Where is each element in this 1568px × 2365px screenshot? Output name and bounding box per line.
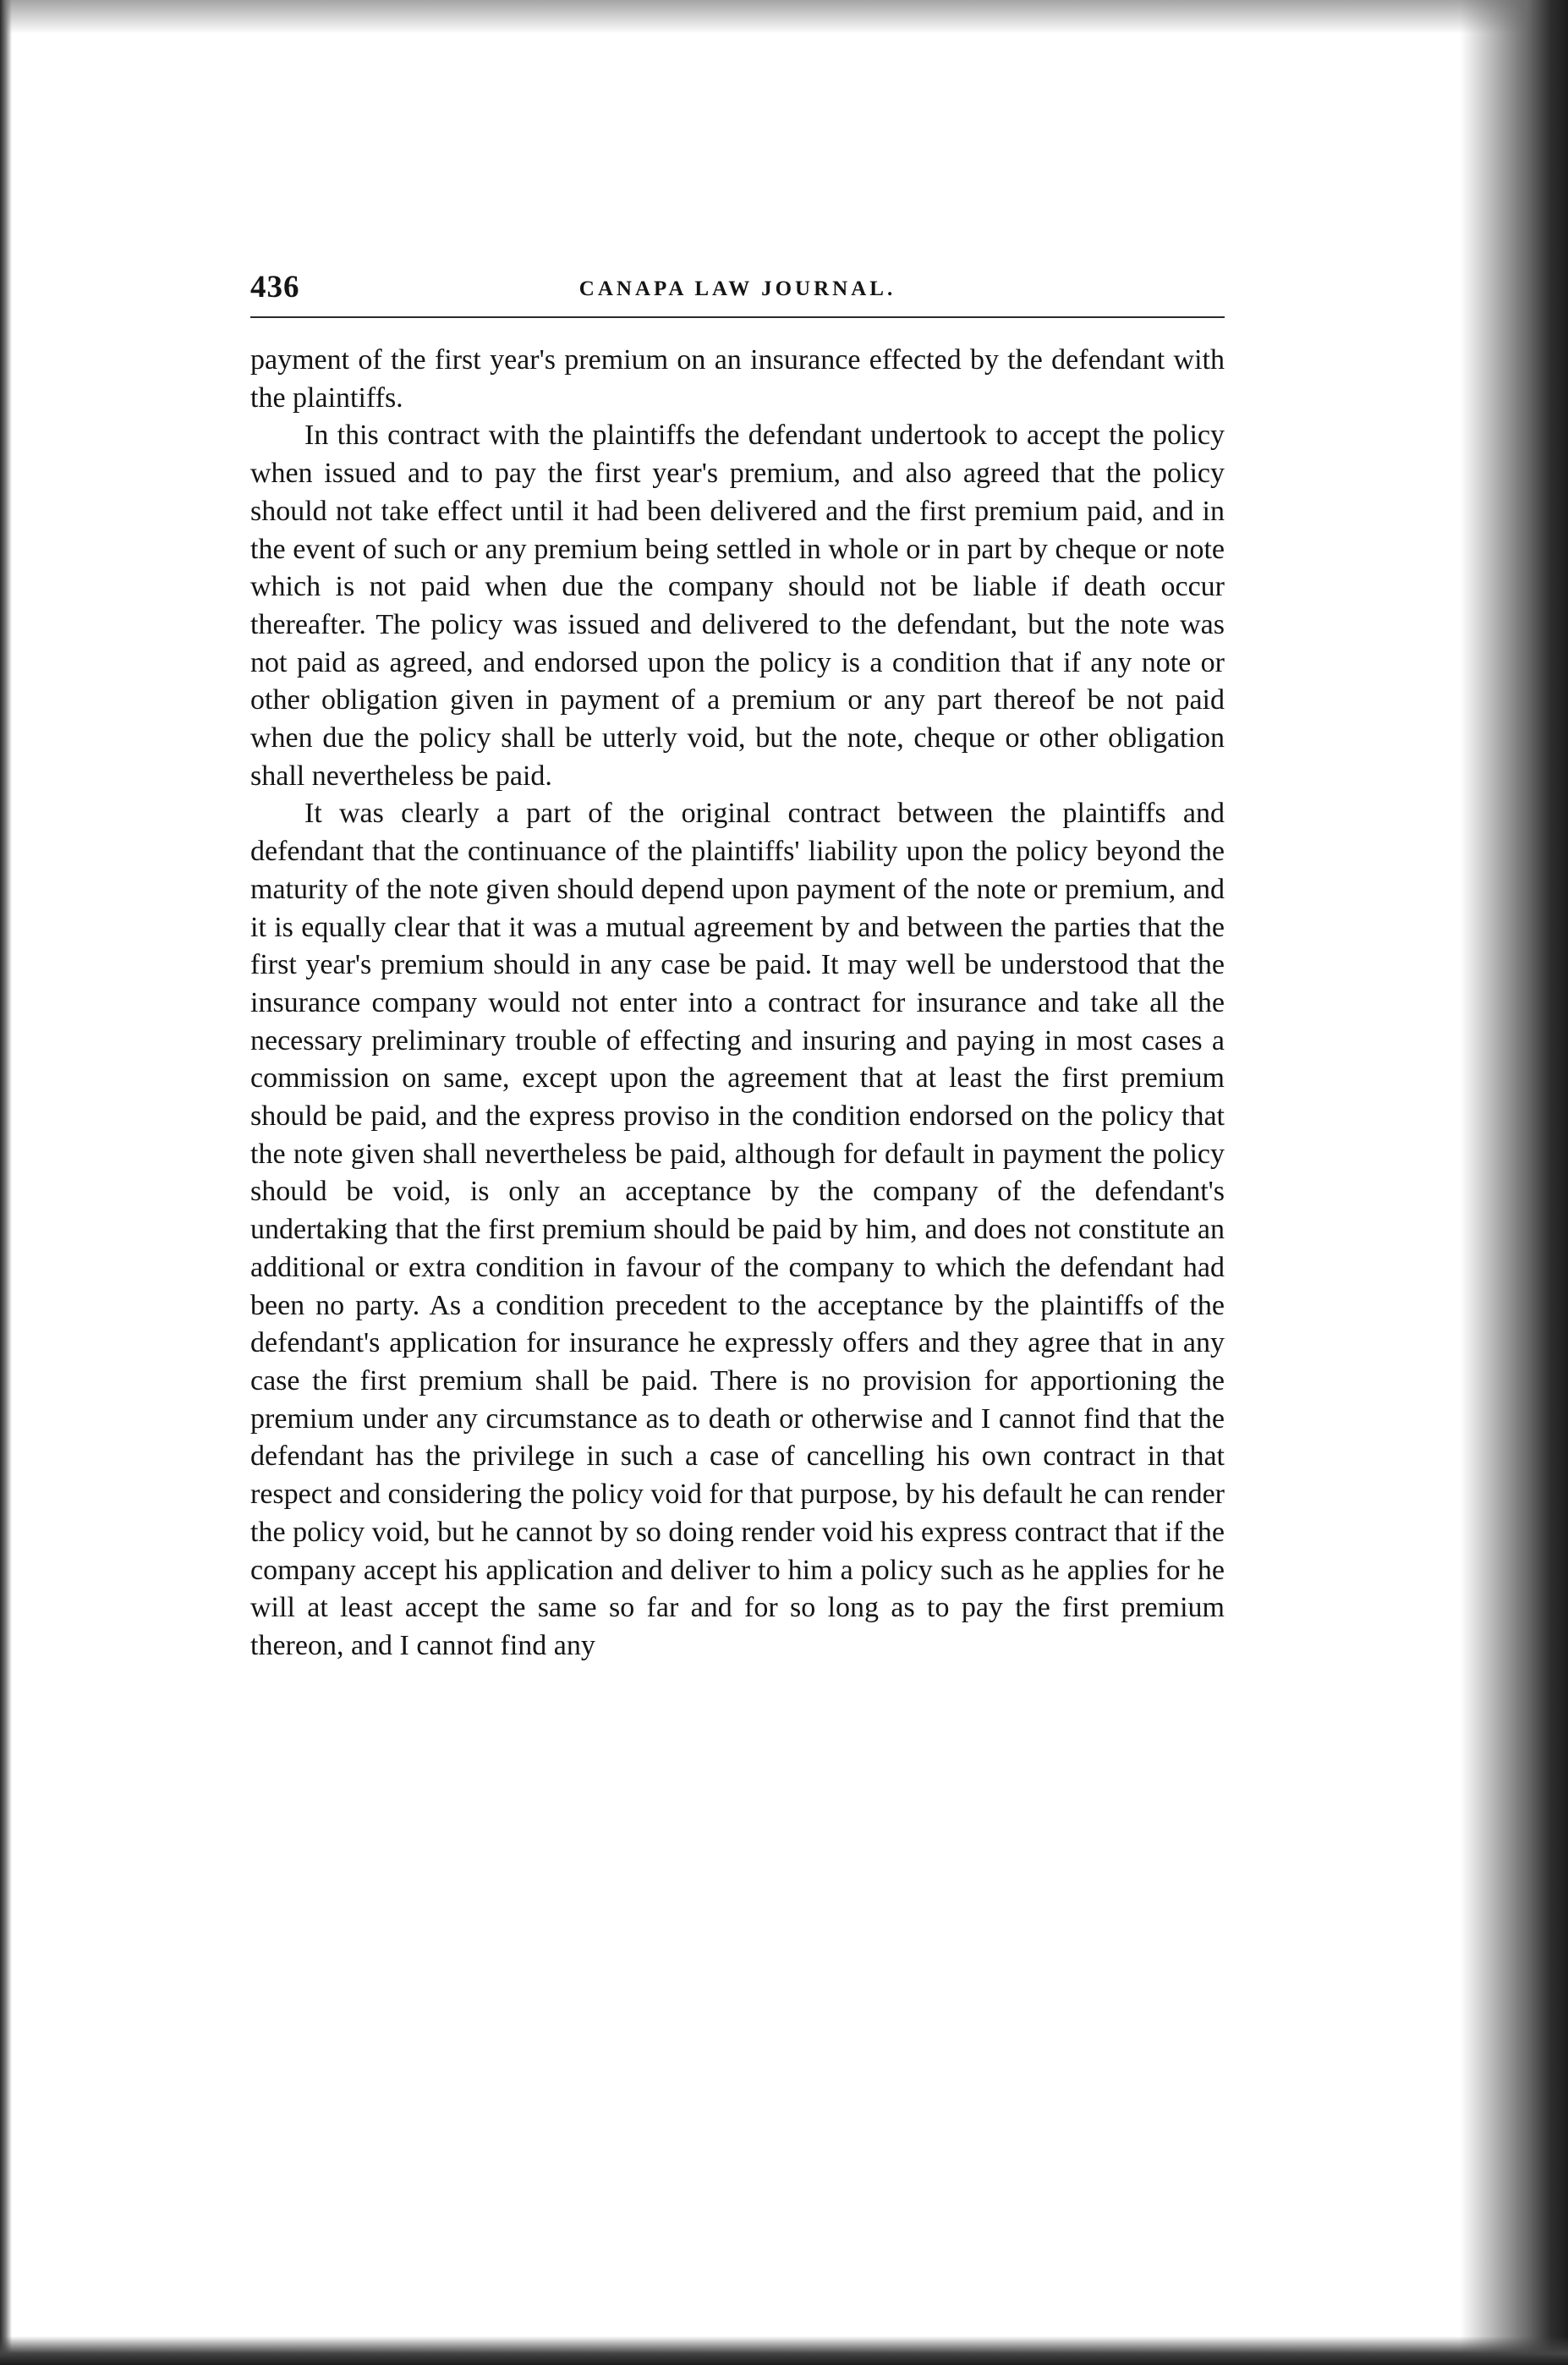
- journal-page: [250, 269, 1225, 1665]
- page-number: 436: [250, 270, 300, 305]
- paragraph-continuation: payment of the first year's premium on an insurance effected by the defendant with the plaintiffs.: [250, 344, 1225, 414]
- scan-right-edge: [1424, 0, 1568, 2365]
- paragraph: In this contract with the plaintiffs the defendant undertook to accept the policy when issued and to pay the first year's premium, and also agreed that the policy should not take effect until it had been delivered and the first premium paid, and in the event of such or any premium being settled in whole or in part by cheque or note which is not paid when due the company should not be liable if death occur thereafter. The policy was issued and delivered to the defendant, but the note was not paid as agreed, and endorsed upon the policy is a condition that if any note or other obligation given in payment of a premium or any part thereof be not paid when due the policy shall be utterly void, but the note, cheque or other obligation shall nevertheless be paid.: [250, 420, 1225, 792]
- scan-left-edge: [0, 0, 12, 2365]
- scan-top-edge: [0, 0, 1568, 34]
- scan-bottom-edge: [0, 2336, 1568, 2365]
- paragraph: It was clearly a part of the original contract between the plaintiffs and defendant that the continuance of the plaintiffs' liability upon the policy beyond the maturity of the note given should depend upon payment of the note or premium, and it is equally clear that it was a mutual agreement by and between the parties that the first year's premium should in any case be paid. It may well be understood that the insurance company would not enter into a contract for insurance and take all the necessary preliminary trouble of effecting and insuring and paying in most cases a commission on same, except upon the agreement that at least the first premium should be paid, and the express proviso in the condition endorsed on the policy that the note given shall nevertheless be paid, although for default in payment the policy should be void, is only an acceptance by the company of the defendant's undertaking that the first premium should be paid by him, and does not constitute an additional or extra condition in favour of the company to which the defendant had been no party. As a condition precedent to the acceptance by the plaintiffs of the defendant's application for insurance he expressly offers and they agree that in any case the first premium shall be paid. There is no provision for apportioning the premium under any circumstance as to death or otherwise and I cannot find that the defendant has the privilege in such a case of cancelling his own contract in that respect and considering the policy void for that purpose, by his default he can render the policy void, but he cannot by so doing render void his express contract that if the company accept his application and deliver to him a policy such as he applies for he will at least accept the same so far and for so long as to pay the first premium thereon, and I cannot find any: [250, 798, 1225, 1661]
- body-text: [250, 342, 1225, 1665]
- running-head: [250, 269, 1225, 318]
- journal-title: CANAPA LAW JOURNAL.: [578, 277, 896, 300]
